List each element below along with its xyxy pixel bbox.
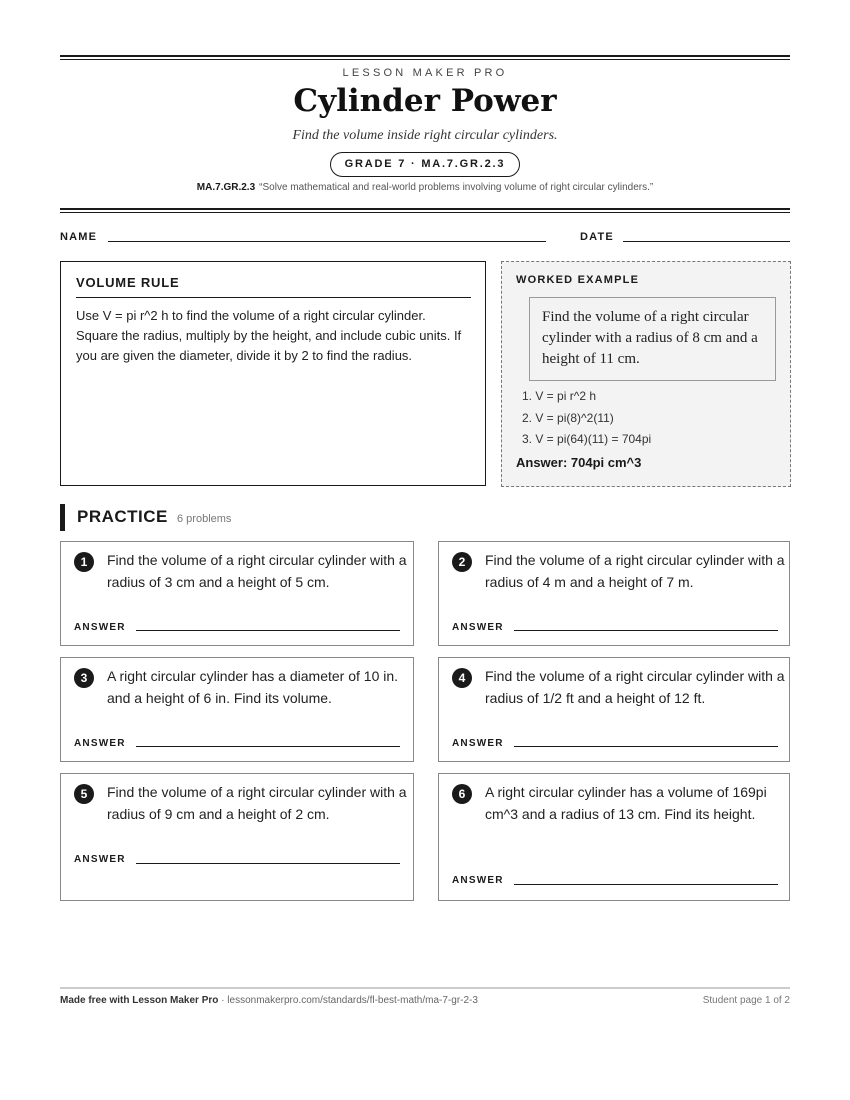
worked-example-answer: Answer: 704pi cm^3 [516, 455, 642, 470]
name-field[interactable] [108, 241, 546, 242]
problem-text: A right circular cylinder has a volume of 169pi cm^3 and a radius of 13 cm. Find its height. [485, 784, 767, 822]
volume-rule-box [60, 261, 486, 486]
answer-field[interactable] [136, 863, 400, 864]
grade-badge: GRADE 7 · MA.7.GR.2.3 [330, 152, 520, 177]
problem-card [438, 773, 790, 901]
problem-number: 5 [74, 784, 94, 804]
problem-card [60, 773, 414, 901]
answer-field[interactable] [514, 630, 778, 631]
answer-label: ANSWER [74, 738, 126, 749]
header-top-rule [60, 55, 790, 60]
answer-field[interactable] [514, 884, 778, 885]
answer-field[interactable] [136, 746, 400, 747]
worked-example-box [501, 261, 791, 487]
volume-rule-body: Use V = pi r^2 h to find the volume of a right circular cylinder. Square the radius, multiply by the height, and include cubic units. If you are given the diameter, divide it by 2 to find the radius. [76, 308, 462, 363]
problem-number: 3 [74, 668, 94, 688]
worked-example-heading: WORKED EXAMPLE [516, 274, 640, 286]
page-number: Student page 1 of 2 [702, 995, 790, 1006]
answer-label: ANSWER [452, 738, 504, 749]
problem-text: A right circular cylinder has a diameter of 10 in. and a height of 6 in. Find its volume. [107, 668, 399, 706]
problem-number: 1 [74, 552, 94, 572]
problem-card [438, 657, 790, 762]
answer-label: ANSWER [74, 854, 126, 865]
date-label: DATE [580, 231, 614, 243]
brand-name: LESSON MAKER PRO [342, 67, 508, 79]
problem-card [60, 541, 414, 646]
standard-code: MA.7.GR.2.3 [196, 182, 256, 193]
example-step: 1. V = pi r^2 h [522, 389, 597, 403]
answer-label: ANSWER [452, 875, 504, 886]
problem-number: 2 [452, 552, 472, 572]
problem-text: Find the volume of a right circular cylinder with a radius of 1/2 ft and a height of 12 ft. [485, 668, 785, 706]
page-subtitle: Find the volume inside right circular cylinders. [292, 128, 558, 143]
date-field[interactable] [623, 241, 790, 242]
page-title: Cylinder Power [293, 83, 557, 119]
answer-label: ANSWER [452, 622, 504, 633]
standard-line [60, 182, 790, 193]
footer-divider [60, 987, 790, 989]
worksheet-page [60, 0, 790, 1100]
problem-number: 6 [452, 784, 472, 804]
problem-number: 4 [452, 668, 472, 688]
example-step: 3. V = pi(64)(11) = 704pi [522, 432, 652, 446]
standard-text: “Solve mathematical and real-world problems involving volume of right circular cylinders.” [259, 182, 654, 193]
name-label: NAME [60, 231, 98, 243]
problem-text: Find the volume of a right circular cylinder with a radius of 4 m and a height of 7 m. [485, 552, 785, 590]
header-bottom-rule [60, 208, 790, 213]
footer-url-link[interactable]: lessonmakerpro.com/standards/fl-best-math/ma-7-gr-2-3 [227, 995, 478, 1006]
answer-field[interactable] [514, 746, 778, 747]
example-step: 2. V = pi(8)^2(11) [522, 410, 614, 425]
volume-rule-divider [76, 297, 471, 298]
footer-made-with: Made free with Lesson Maker Pro [60, 995, 219, 1006]
problem-text: Find the volume of a right circular cylinder with a radius of 9 cm and a height of 2 cm. [107, 784, 407, 822]
worked-example-prompt: Find the volume of a right circular cylinder with a radius of 8 cm and a height of 11 cm. [529, 297, 776, 381]
practice-accent-bar [60, 504, 65, 531]
volume-rule-heading: VOLUME RULE [76, 275, 180, 290]
problem-card [438, 541, 790, 646]
worked-example-steps [522, 386, 651, 451]
footer-separator: · [218, 995, 228, 1006]
practice-title: PRACTICE [77, 507, 168, 526]
practice-count: 6 problems [177, 513, 232, 525]
footer-credit [60, 995, 478, 1006]
problem-card [60, 657, 414, 762]
answer-field[interactable] [136, 630, 400, 631]
problem-text: Find the volume of a right circular cylinder with a radius of 3 cm and a height of 5 cm. [107, 552, 407, 590]
answer-label: ANSWER [74, 622, 126, 633]
